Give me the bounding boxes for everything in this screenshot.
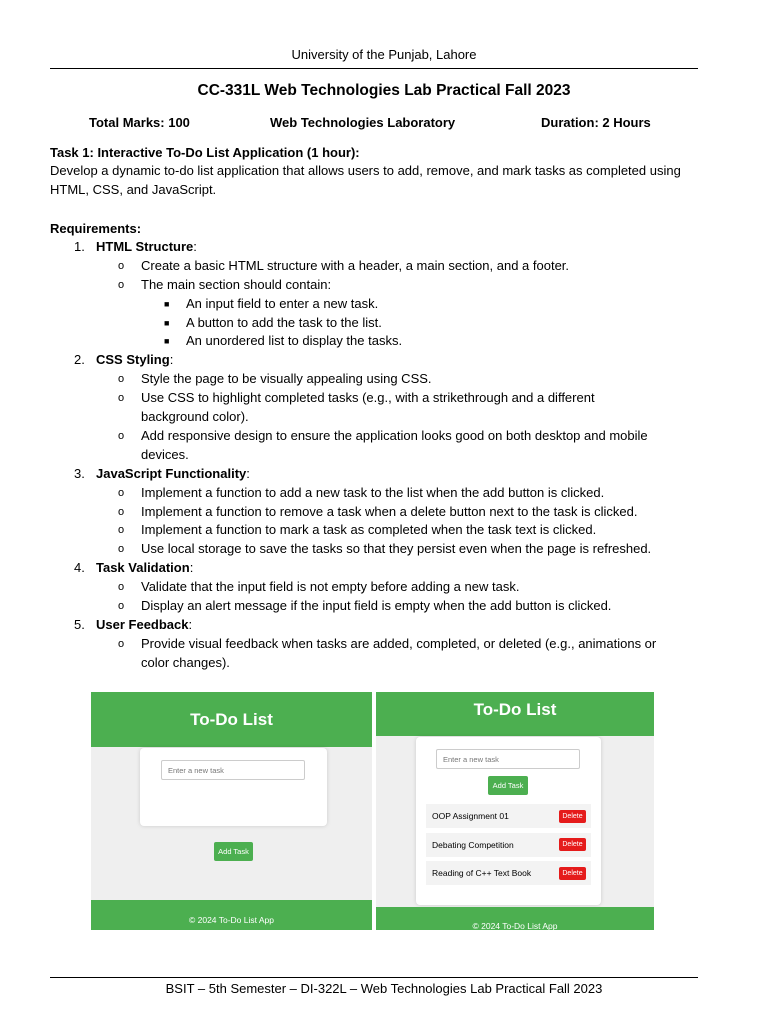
- lab-name: Web Technologies Laboratory: [270, 115, 456, 130]
- bullet-text: Add responsive design to ensure the application looks good on both desktop and mobile: [141, 428, 648, 443]
- requirement-number: 3.: [74, 466, 85, 481]
- requirement-number: 1.: [74, 239, 85, 254]
- preview-task-item: OOP Assignment 01: [426, 804, 591, 828]
- requirement-title: HTML Structure:: [96, 239, 197, 254]
- bullet-text: Implement a function to remove a task when a delete button next to the task is clicked.: [141, 504, 638, 519]
- requirements-heading: Requirements:: [50, 221, 142, 236]
- sub-bullet-text: A button to add the task to the list.: [186, 315, 382, 330]
- preview-app-title: To-Do List: [376, 692, 654, 736]
- bullet-text: The main section should contain:: [141, 277, 332, 292]
- requirement-number: 4.: [74, 560, 85, 575]
- university-name: University of the Punjab, Lahore: [291, 47, 477, 62]
- preview-delete-button: Delete: [559, 838, 586, 851]
- hollow-bullet-icon: o: [118, 373, 125, 385]
- sub-bullet-text: An input field to enter a new task.: [186, 296, 379, 311]
- hollow-bullet-icon: o: [118, 581, 125, 593]
- bullet-text-continued: background color).: [141, 409, 249, 424]
- task-description: Develop a dynamic to-do list application that allows users to add, remove, and mark tasks as completed using HTML, CSS, and JavaScript.: [50, 163, 681, 197]
- page-footer: BSIT – 5th Semester – DI-322L – Web Technologies Lab Practical Fall 2023: [165, 981, 603, 996]
- bullet-text: Create a basic HTML structure with a header, a main section, and a footer.: [141, 258, 570, 273]
- bullet-text: Validate that the input field is not empty before adding a new task.: [141, 579, 520, 594]
- bullet-text: Use local storage to save the tasks so that they persist even when the page is refreshed.: [141, 541, 652, 556]
- preview-card: [140, 748, 327, 856]
- bullet-text: Use CSS to highlight completed tasks (e.g., with a strikethrough and a different: [141, 390, 595, 405]
- requirement-title: JavaScript Functionality:: [96, 466, 250, 481]
- preview-card: [416, 737, 601, 905]
- bullet-text-continued: color changes).: [141, 655, 230, 670]
- hollow-bullet-icon: o: [118, 487, 125, 499]
- hollow-bullet-icon: o: [118, 524, 125, 536]
- bullet-text: Implement a function to add a new task to the list when the add button is clicked.: [141, 485, 605, 500]
- preview-screenshot-with-tasks: [376, 692, 654, 930]
- preview-footer: © 2024 To-Do List App: [376, 907, 654, 930]
- preview-task-item: Debating Competition: [426, 833, 591, 857]
- preview-delete-button: Delete: [559, 867, 586, 880]
- bullet-text-continued: devices.: [141, 447, 189, 462]
- preview-task-input: Enter a new task: [436, 749, 580, 769]
- header-rule: [50, 68, 698, 69]
- bullet-text: Style the page to be visually appealing using CSS.: [141, 371, 432, 386]
- bullet-text: Implement a function to mark a task as completed when the task text is clicked.: [141, 522, 597, 537]
- preview-task-input: Enter a new task: [161, 760, 305, 780]
- preview-delete-button: Delete: [559, 810, 586, 823]
- hollow-bullet-icon: o: [118, 392, 125, 404]
- preview-add-task-button: Add Task: [214, 842, 253, 861]
- requirement-title: CSS Styling:: [96, 352, 174, 367]
- hollow-bullet-icon: o: [118, 543, 125, 555]
- preview-add-task-button: Add Task: [488, 776, 528, 795]
- square-bullet-icon: ■: [164, 336, 170, 346]
- square-bullet-icon: ■: [164, 299, 170, 309]
- hollow-bullet-icon: o: [118, 600, 125, 612]
- preview-app-title: To-Do List: [91, 692, 372, 747]
- hollow-bullet-icon: o: [118, 279, 125, 291]
- total-marks: Total Marks: 100: [89, 115, 190, 130]
- preview-footer: © 2024 To-Do List App: [91, 900, 372, 930]
- footer-rule: [50, 977, 698, 978]
- sub-bullet-text: An unordered list to display the tasks.: [186, 333, 403, 348]
- preview-task-item: Reading of C++ Text Book: [426, 861, 591, 885]
- preview-screenshot-empty: [91, 692, 372, 930]
- hollow-bullet-icon: o: [118, 430, 125, 442]
- duration: Duration: 2 Hours: [541, 115, 651, 130]
- hollow-bullet-icon: o: [118, 638, 125, 650]
- requirement-number: 5.: [74, 617, 85, 632]
- task-heading: Task 1: Interactive To-Do List Application (1 hour):: [50, 145, 360, 160]
- requirement-title: Task Validation:: [96, 560, 194, 575]
- requirement-title: User Feedback:: [96, 617, 193, 632]
- bullet-text: Display an alert message if the input field is empty when the add button is clicked.: [141, 598, 612, 613]
- requirement-number: 2.: [74, 352, 85, 367]
- hollow-bullet-icon: o: [118, 506, 125, 518]
- square-bullet-icon: ■: [164, 318, 170, 328]
- bullet-text: Provide visual feedback when tasks are added, completed, or deleted (e.g., animations or: [141, 636, 657, 651]
- hollow-bullet-icon: o: [118, 260, 125, 272]
- document-title: CC-331L Web Technologies Lab Practical Fall 2023: [197, 82, 571, 99]
